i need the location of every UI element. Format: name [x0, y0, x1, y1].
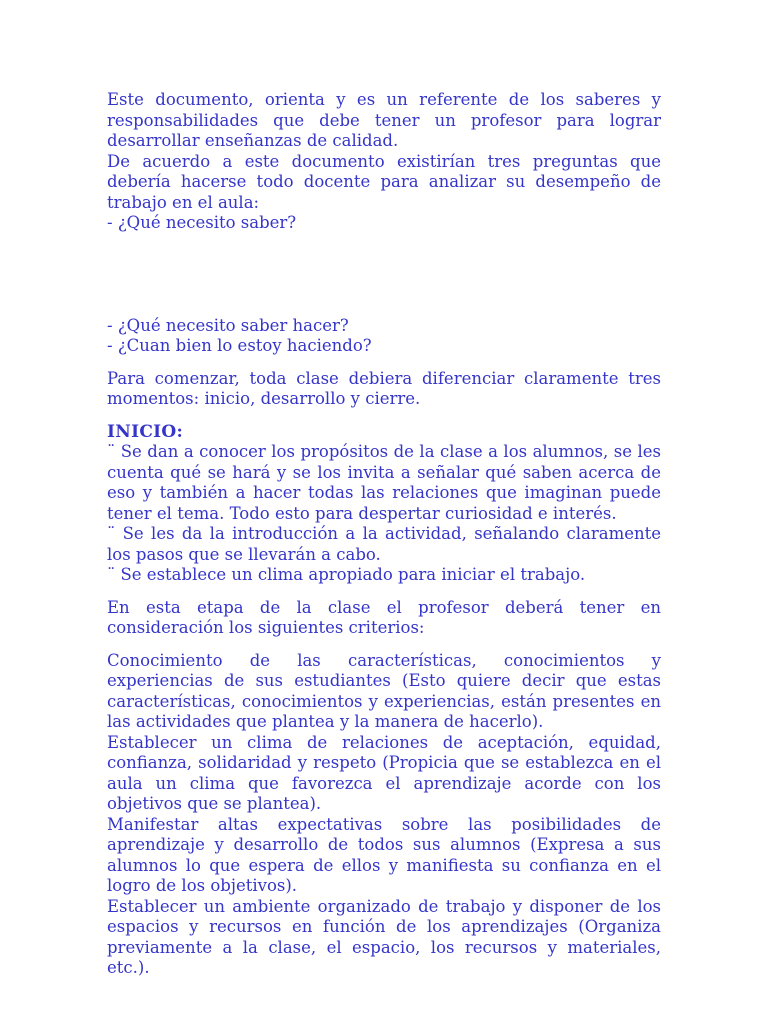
question-3: - ¿Cuan bien lo estoy haciendo? — [107, 336, 372, 355]
inicio-heading: INICIO: — [107, 421, 184, 442]
criteria-intro: En esta etapa de la clase el profesor deberá tener en consideración los siguientes criterios: — [107, 597, 661, 637]
inicio-item: ¨ Se establece un clima apropiado para iniciar el trabajo. — [107, 565, 586, 584]
question-2: - ¿Qué necesito saber hacer? — [107, 315, 349, 335]
blank-space — [107, 234, 661, 316]
inicio-item: ¨ Se les da la introducción a la actividad, señalando claramente los pasos que se llevarán a cabo. — [107, 524, 661, 564]
criterion-item: Conocimiento de las características, conocimientos y experiencias de sus estudiantes (Esto quiere decir que estas características, conocimientos y experiencias, están presentes en las actividades que plantea y la manera de hacerlo). — [107, 650, 661, 731]
criterion-item: Manifestar altas expectativas sobre las posibilidades de aprendizaje y desarrollo de todos sus alumnos (Expresa a sus alumnos lo que espera de ellos y manifiesta su confianza en el logro de los objetivos). — [107, 814, 661, 895]
intro-paragraph-1: Este documento, orienta y es un referente de los saberes y responsabilidades que debe tener un profesor para lograr desarrollar enseñanzas de calidad. — [107, 90, 661, 150]
document-page — [107, 90, 661, 979]
criterion-item: Establecer un clima de relaciones de aceptación, equidad, confianza, solidaridad y respeto (Propicia que se establezca en el aula un clima que favorezca el aprendizaje acorde con los objetivos que se plantea). — [107, 732, 661, 813]
question-1: - ¿Qué necesito saber? — [107, 213, 297, 232]
intro-paragraph-2: De acuerdo a este documento existirían tres preguntas que debería hacerse todo docente para analizar su desempeño de trabajo en el aula: — [107, 151, 661, 212]
moments-paragraph: Para comenzar, toda clase debiera diferenciar claramente tres momentos: inicio, desarrollo y cierre. — [107, 368, 661, 408]
criterion-item: Establecer un ambiente organizado de trabajo y disponer de los espacios y recursos en función de los aprendizajes (Organiza previamente a la clase, el espacio, los recursos y materiales, etc.). — [107, 896, 661, 977]
inicio-item: ¨ Se dan a conocer los propósitos de la clase a los alumnos, se les cuenta qué se hará y se los invita a señalar qué saben acerca de eso y también a hacer todas las relaciones que imaginan puede tener el tema. Todo esto para despertar curiosidad e interés. — [107, 442, 661, 523]
